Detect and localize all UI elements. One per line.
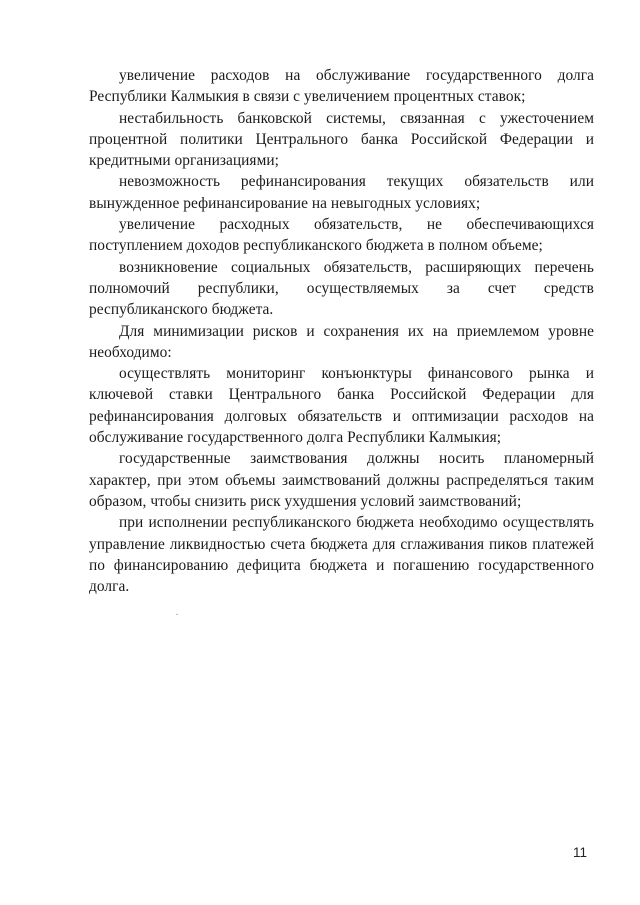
risk-item-expenditure-obligations: увеличение расходных обязательств, не обеспечивающихся поступлением доходов республиканского бюджета в полном объеме; [89, 216, 594, 255]
mitigation-item-monitoring: осуществлять мониторинг конъюнктуры финансового рынка и ключевой ставки Центрального банка Российской Федерации для рефинансирования долговых обязательств и оптимизации расходов на обслуживание государственного долга Республики Калмыкия; [89, 365, 594, 447]
risk-item-banking-instability: нестабильность банковской системы, связанная с ужесточением процентной политики Центрального банка Российской Федерации и кредитными организациями; [89, 109, 594, 170]
mitigation-intro: Для минимизации рисков и сохранения их на приемлемом уровне необходимо: [89, 322, 594, 361]
risk-item-refinancing: невозможность рефинансирования текущих обязательств или вынужденное рефинансирование на невыгодных условиях; [89, 173, 594, 212]
mitigation-item-liquidity: при исполнении республиканского бюджета необходимо осуществлять управление ликвидностью счета бюджета для сглаживания пиков платежей по финансированию дефицита бюджета и погашению государственного долга. [89, 514, 594, 596]
page-number: 11 [573, 845, 588, 860]
risk-item-interest-rate: увеличение расходов на обслуживание государственного долга Республики Калмыкия в связи с увеличением процентных ставок; [89, 67, 594, 106]
scan-speck [176, 614, 178, 615]
mitigation-item-borrowing: государственные заимствования должны носить планомерный характер, при этом объемы заимствований должны распределяться таким образом, чтобы снизить риск ухудшения условий заимствований; [89, 450, 594, 510]
document-body [89, 65, 594, 597]
risk-item-social-obligations: возникновение социальных обязательств, расширяющих перечень полномочий республики, осуществляемых за счет средств республиканского бюджета. [89, 258, 594, 319]
